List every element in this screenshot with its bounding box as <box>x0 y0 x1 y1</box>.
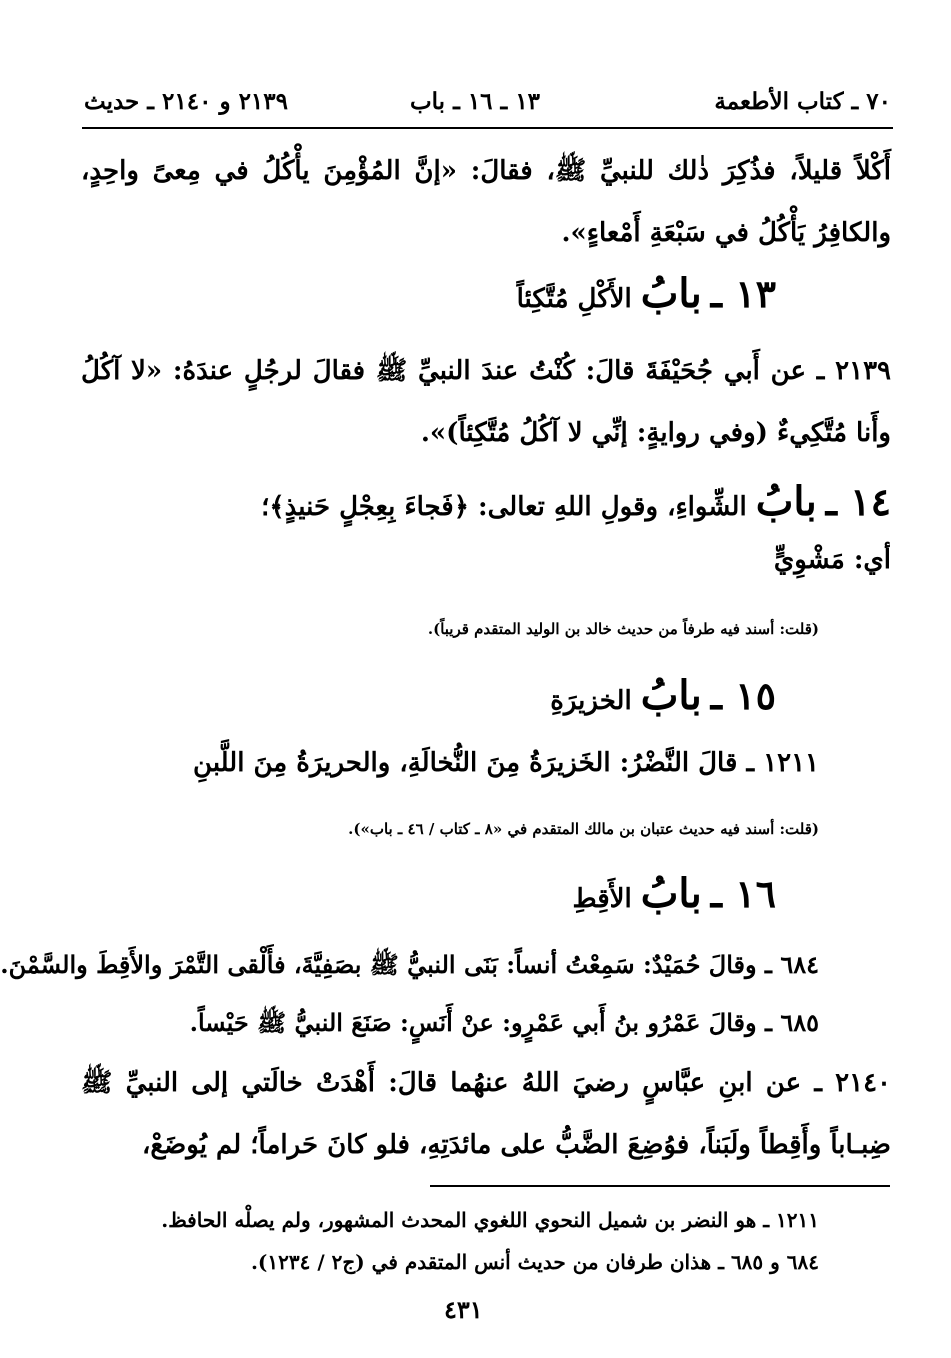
hadith-number: ٢١٣٩ ـ <box>816 356 892 386</box>
narration-684: ٦٨٤ ـ وقالَ حُمَيْدٌ: سَمِعْتُ أنساً: بَنَى النبيُّ ﷺ بصَفِيَّةَ، فأَلْقى التَّمْرَ والأَقِطَ والسَّمْنَ. <box>0 950 819 979</box>
chapter-number: ١٦ ـ <box>710 871 776 916</box>
chapter-title: الشِّواءِ، وقولِ اللهِ تعالى: ﴿فَجاءَ بِعِجْلٍ حَنيذٍ﴾؛ <box>261 492 747 522</box>
chapter-number: ١٤ ـ <box>825 479 891 524</box>
chapter-heading-15 <box>550 672 776 719</box>
hadith-2140 <box>81 1052 891 1176</box>
chapter-bab: بابُ <box>640 270 702 317</box>
header-hadith-range: ٢١٣٩ و ٢١٤٠ ـ حديث <box>84 88 288 115</box>
footnote-1211: ١٢١١ ـ هو النضر بن شميل النحوي اللغوي المحدث المشهور، ولم يصلْه الحافظ. <box>161 1208 819 1232</box>
chapter-bab: بابُ <box>755 478 817 525</box>
intro-paragraph: أَكْلاً قليلاً، فذُكِرَ ذٰلك للنبيِّ ﷺ، فقالَ: «إنَّ المُؤْمِنَ يأْكُلُ في مِعىً واحِدٍ، والكافِرُ يَأْكُلُ في سَبْعَةِ أَمْعاءٍ». <box>81 156 891 248</box>
footnote-684-685: ٦٨٤ و ٦٨٥ ـ هذان طرفان من حديث أنس المتقدم في (ج٢ / ١٢٣٤). <box>250 1250 819 1274</box>
editor-note-15: (قلت: أسند فيه حديث عتبان بن مالك المتقدم في «٨ ـ كتاب / ٤٦ ـ باب»). <box>348 820 819 838</box>
chapter-bab: بابُ <box>640 672 702 719</box>
chapter-heading-13 <box>517 270 776 317</box>
page-number: ٤٣١ <box>444 1295 483 1324</box>
hadith-text: عن أَبي جُحَيْفَةَ قالَ: كُنْتُ عندَ النبيِّ ﷺ فقالَ لرجُلٍ عندَهُ: «لا آكُلُ وأَنا مُتَّكِيءٌ (وفي روايةٍ: إنِّي لا آكُلُ مُتَّكِئاً)». <box>81 356 891 448</box>
editor-note-14: (قلت: أسند فيه طرفاً من حديث خالد بن الوليد المتقدم قريباً). <box>427 620 819 638</box>
hadith-text: عن ابنِ عبَّاسٍ رضيَ اللهُ عنهُما قالَ: أَهْدَتْ خالَتي إلى النبيِّ ﷺ ضِبـاباً وأَقِطاً ولَبَناً، فوُضِعَ الضَّبُّ على مائدَتِهِ، فلو كانَ حَراماً؛ لم يُوضَعْ، <box>81 1068 891 1160</box>
header-chapter-range: ١٣ ـ ١٦ ـ باب <box>410 88 541 115</box>
chapter-title: الخزيرَةِ <box>550 686 632 716</box>
chapter-number: ١٥ ـ <box>710 673 776 718</box>
hadith-2139 <box>81 340 891 464</box>
chapter-title: الأَكْلِ مُتَّكِئاً <box>516 284 632 314</box>
chapter-title: الأَقِطِ <box>572 884 632 914</box>
header-book-title: ٧٠ ـ كتاب الأطعمة <box>714 88 891 115</box>
chapter-bab: بابُ <box>640 870 702 917</box>
narration-685: ٦٨٥ ـ وقالَ عَمْرُو بنُ أَبي عَمْرٍو: عنْ أَنَسٍ: صَنَعَ النبيُّ ﷺ حَيْساً. <box>189 1008 819 1037</box>
chapter-number: ١٣ ـ <box>710 271 776 316</box>
chapter-heading-16 <box>573 870 776 917</box>
hadith-number: ٢١٤٠ ـ <box>814 1068 891 1098</box>
header-rule <box>82 127 893 129</box>
chapter-14-gloss: أي: مَشْوِيٍّ <box>773 545 891 575</box>
chapter-heading-14 <box>261 478 891 525</box>
narration-1211: ١٢١١ ـ قالَ النَّضْرُ: الخَزيرَةُ مِنَ النُّخالَةِ، والحريرَةُ مِنَ اللَّبنِ <box>193 748 819 778</box>
footnote-rule <box>430 1185 890 1187</box>
